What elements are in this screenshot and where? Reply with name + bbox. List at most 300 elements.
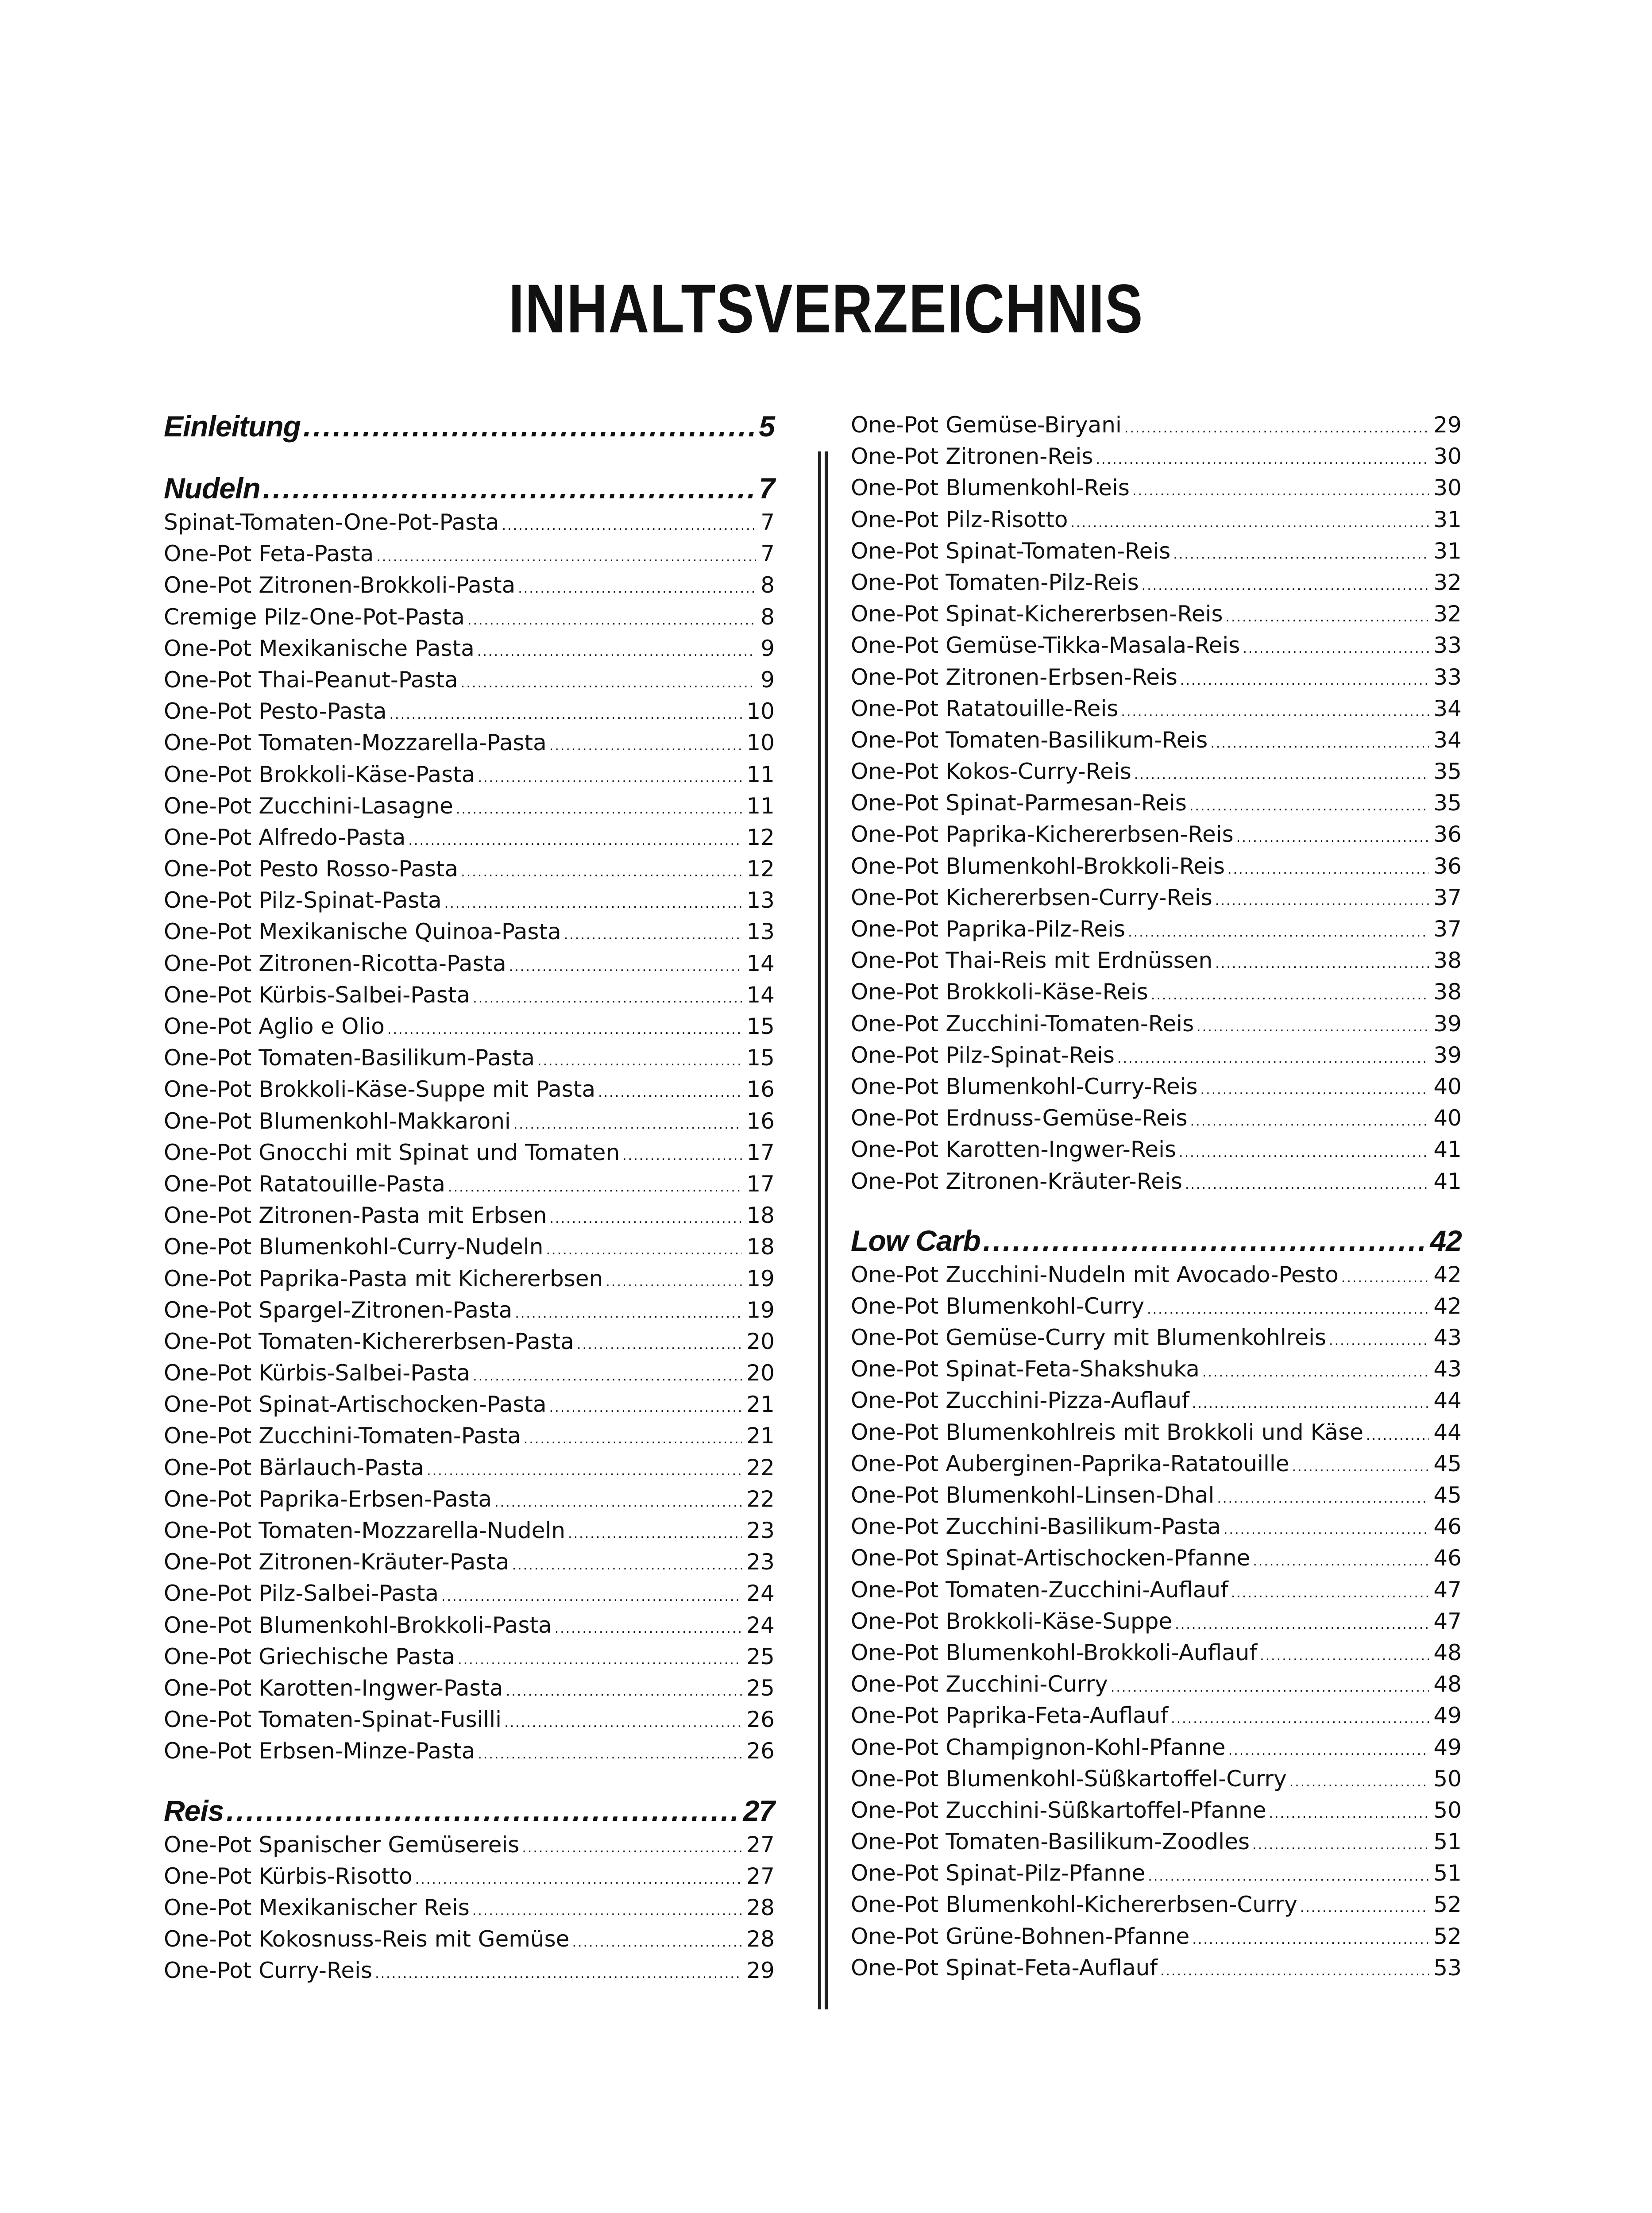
- toc-entry-title: One-Pot Paprika-Pasta mit Kichererbsen: [164, 1265, 603, 1292]
- toc-entry-page: 25: [746, 1643, 775, 1669]
- toc-entry[interactable]: [851, 1353, 1462, 1385]
- toc-entry[interactable]: [851, 1134, 1462, 1165]
- toc-entry[interactable]: [164, 538, 775, 570]
- toc-entry-title: One-Pot Mexikanische Pasta: [164, 635, 475, 661]
- toc-entry-title: Spinat-Tomaten-One-Pot-Pasta: [164, 509, 499, 535]
- toc-entry-title: One-Pot Tomaten-Pilz-Reis: [851, 569, 1139, 595]
- toc-entry-page: 49: [1433, 1703, 1462, 1729]
- toc-entry-title: One-Pot Mexikanische Quinoa-Pasta: [164, 919, 561, 945]
- toc-entry[interactable]: [164, 1861, 775, 1892]
- toc-entry-title: One-Pot Blumenkohl-Brokkoli-Reis: [851, 853, 1225, 879]
- dot-leader: [524, 1423, 742, 1455]
- dot-leader: [448, 1172, 742, 1203]
- toc-entry-page: 22: [746, 1454, 775, 1480]
- toc-entry[interactable]: [164, 570, 775, 601]
- dot-leader: [1190, 1106, 1429, 1137]
- dot-leader: [375, 1958, 742, 1989]
- dot-leader: [512, 1550, 742, 1581]
- toc-entry[interactable]: [164, 1042, 775, 1074]
- toc-entry-page: 19: [746, 1297, 775, 1323]
- dot-leader: [494, 1487, 742, 1518]
- toc-entry-title: One-Pot Blumenkohl-Makkaroni: [164, 1108, 511, 1134]
- toc-entry-page: 44: [1433, 1388, 1462, 1414]
- toc-entry[interactable]: [164, 1168, 775, 1200]
- toc-entry-title: One-Pot Erdnuss-Gemüse-Reis: [851, 1105, 1188, 1131]
- dot-leader: [515, 1298, 742, 1329]
- dot-leader: [461, 856, 742, 888]
- dot-leader: [1243, 633, 1429, 664]
- toc-entry-title: One-Pot Gemüse-Curry mit Blumenkohlreis: [851, 1325, 1327, 1351]
- section-heading-einleitung[interactable]: [164, 409, 775, 445]
- toc-entry[interactable]: [164, 1704, 775, 1735]
- toc-entry-page: 11: [746, 793, 775, 819]
- section-page: 7: [759, 472, 775, 505]
- dot-leader: [549, 730, 742, 762]
- toc-entry[interactable]: [164, 1074, 775, 1105]
- dot-leader: [444, 888, 742, 919]
- toc-entry[interactable]: [851, 1040, 1462, 1071]
- toc-entry-page: 29: [1433, 412, 1462, 438]
- toc-entry-title: One-Pot Ratatouille-Reis: [851, 695, 1119, 721]
- section-heading-nudeln[interactable]: [164, 471, 775, 507]
- toc-entry[interactable]: [851, 1763, 1462, 1795]
- toc-entry[interactable]: [164, 885, 775, 916]
- toc-entry-page: 36: [1433, 821, 1462, 848]
- toc-entry-page: 26: [746, 1707, 775, 1733]
- toc-entry[interactable]: [851, 536, 1462, 567]
- toc-entry-page: 41: [1433, 1168, 1462, 1194]
- toc-entry[interactable]: [164, 1610, 775, 1641]
- dot-leader: [1224, 1514, 1429, 1546]
- dot-leader: [513, 1109, 742, 1140]
- toc-entry-page: 47: [1433, 1608, 1462, 1634]
- toc-entry[interactable]: [851, 1826, 1462, 1858]
- section-page: 27: [743, 1794, 775, 1827]
- dot-leader: [1117, 1043, 1429, 1074]
- toc-entry[interactable]: [851, 1669, 1462, 1700]
- toc-entry-title: One-Pot Blumenkohl-Reis: [851, 475, 1130, 501]
- dot-leader: [1226, 601, 1429, 633]
- toc-entry[interactable]: [164, 1452, 775, 1484]
- toc-entry[interactable]: [164, 853, 775, 885]
- toc-entry-title: One-Pot Blumenkohl-Curry: [851, 1293, 1145, 1319]
- toc-entry-page: 43: [1433, 1356, 1462, 1382]
- section-label: Reis: [164, 1794, 224, 1827]
- toc-entry[interactable]: [164, 1578, 775, 1609]
- dot-leader: [1096, 444, 1429, 475]
- toc-entry-title: One-Pot Blumenkohlreis mit Brokkoli und Käse: [851, 1419, 1363, 1445]
- toc-entry[interactable]: [851, 1889, 1462, 1920]
- toc-entry[interactable]: [164, 1295, 775, 1326]
- toc-entry-title: One-Pot Bärlauch-Pasta: [164, 1454, 425, 1480]
- toc-entry-page: 8: [760, 604, 775, 630]
- toc-entry[interactable]: [851, 1511, 1462, 1542]
- dot-leader: [456, 794, 742, 825]
- toc-entry-title: One-Pot Zitronen-Kräuter-Pasta: [164, 1549, 509, 1575]
- toc-entry-page: 35: [1433, 759, 1462, 785]
- toc-entry-title: One-Pot Tomaten-Spinat-Fusilli: [164, 1707, 502, 1733]
- toc-entry[interactable]: [851, 945, 1462, 976]
- toc-entry-page: 41: [1433, 1137, 1462, 1163]
- toc-entry-page: 26: [746, 1738, 775, 1764]
- dot-leader: [1300, 1892, 1429, 1924]
- toc-entry-title: One-Pot Blumenkohl-Curry-Nudeln: [164, 1234, 544, 1260]
- toc-entry-page: 7: [760, 509, 775, 535]
- dot-leader: [568, 1518, 742, 1550]
- section-label: Nudeln: [164, 472, 260, 505]
- toc-entry-page: 44: [1433, 1419, 1462, 1445]
- toc-entry-page: 45: [1433, 1450, 1462, 1477]
- toc-entry-page: 32: [1433, 569, 1462, 595]
- toc-entry-page: 33: [1433, 664, 1462, 690]
- dot-leader: [1192, 1388, 1429, 1419]
- toc-entry-title: One-Pot Zitronen-Erbsen-Reis: [851, 664, 1177, 690]
- column-divider: [818, 451, 828, 2009]
- toc-entry[interactable]: [851, 1574, 1462, 1606]
- toc-entry-title: One-Pot Spinat-Artischocken-Pfanne: [851, 1545, 1251, 1571]
- dot-leader: [518, 573, 756, 604]
- dot-leader: [376, 541, 756, 573]
- dot-leader: [1128, 917, 1429, 948]
- toc-entry-page: 24: [746, 1612, 775, 1638]
- toc-entry-title: One-Pot Paprika-Erbsen-Pasta: [164, 1486, 492, 1512]
- dot-leader: [1175, 1609, 1429, 1640]
- toc-entry-page: 25: [746, 1675, 775, 1701]
- toc-entry[interactable]: [851, 441, 1462, 472]
- toc-entry[interactable]: [164, 979, 775, 1011]
- toc-entry-page: 14: [746, 950, 775, 976]
- toc-entry-title: One-Pot Tomaten-Basilikum-Pasta: [164, 1045, 535, 1071]
- toc-entry-title: One-Pot Spargel-Zitronen-Pasta: [164, 1297, 513, 1323]
- dot-leader: [461, 667, 756, 699]
- toc-entry[interactable]: [851, 1385, 1462, 1416]
- toc-entry[interactable]: [164, 1200, 775, 1231]
- dot-leader: [1160, 1955, 1429, 1987]
- toc-entry-title: One-Pot Zucchini-Lasagne: [164, 793, 453, 819]
- toc-entry-page: 34: [1433, 727, 1462, 753]
- toc-entry-page: 24: [746, 1581, 775, 1607]
- toc-entry-title: One-Pot Blumenkohl-Curry-Reis: [851, 1073, 1198, 1099]
- dot-leader: [263, 471, 757, 505]
- toc-entry-page: 40: [1433, 1105, 1462, 1131]
- toc-entry-page: 13: [746, 919, 775, 945]
- dot-leader: [477, 636, 756, 667]
- toc-entry-page: 7: [760, 541, 775, 567]
- toc-entry-page: 49: [1433, 1734, 1462, 1760]
- toc-entry[interactable]: [164, 1673, 775, 1704]
- toc-entry[interactable]: [851, 472, 1462, 504]
- toc-entry-page: 20: [746, 1328, 775, 1354]
- toc-entry[interactable]: [851, 1259, 1462, 1291]
- toc-entry-title: One-Pot Karotten-Ingwer-Pasta: [164, 1675, 503, 1701]
- toc-entry-page: 37: [1433, 884, 1462, 910]
- toc-entry[interactable]: [851, 693, 1462, 725]
- toc-entry-title: One-Pot Kokosnuss-Reis mit Gemüse: [164, 1926, 570, 1952]
- toc-entry[interactable]: [164, 790, 775, 822]
- toc-entry-title: One-Pot Zitronen-Reis: [851, 443, 1093, 470]
- toc-entry[interactable]: [164, 633, 775, 664]
- toc-entry-page: 17: [746, 1171, 775, 1197]
- toc-entry[interactable]: [164, 1484, 775, 1515]
- dot-leader: [1134, 759, 1429, 790]
- toc-entry-page: 48: [1433, 1671, 1462, 1697]
- toc-entry[interactable]: [851, 725, 1462, 756]
- toc-entry-title: One-Pot Spinat-Parmesan-Reis: [851, 790, 1187, 816]
- dot-leader: [1253, 1546, 1429, 1577]
- toc-entry[interactable]: [164, 1735, 775, 1767]
- toc-entry-page: 15: [746, 1014, 775, 1039]
- toc-entry-page: 45: [1433, 1482, 1462, 1508]
- toc-entry[interactable]: [164, 1106, 775, 1137]
- toc-entry-title: One-Pot Tomaten-Basilikum-Reis: [851, 727, 1208, 753]
- toc-entry-page: 40: [1433, 1073, 1462, 1099]
- dot-leader: [458, 1644, 742, 1676]
- toc-entry-title: One-Pot Gnocchi mit Spinat und Tomaten: [164, 1139, 620, 1165]
- toc-entry-page: 31: [1433, 506, 1462, 532]
- toc-entry-page: 47: [1433, 1577, 1462, 1603]
- toc-entry[interactable]: [851, 1858, 1462, 1889]
- toc-entry[interactable]: [851, 914, 1462, 945]
- dot-leader: [546, 1234, 742, 1266]
- toc-entry[interactable]: [851, 630, 1462, 661]
- toc-left-column: [164, 409, 775, 1986]
- dot-leader: [303, 409, 756, 443]
- dot-leader: [1227, 854, 1429, 885]
- section-heading-low-carb[interactable]: [851, 1224, 1462, 1259]
- nudeln-entry-list: [164, 507, 775, 1767]
- section-page: 5: [759, 410, 775, 443]
- toc-entry-title: One-Pot Auberginen-Paprika-Ratatouille: [851, 1450, 1289, 1477]
- toc-entry-title: One-Pot Thai-Reis mit Erdnüssen: [851, 948, 1213, 974]
- toc-entry-title: One-Pot Pilz-Salbei-Pasta: [164, 1581, 439, 1607]
- dot-leader: [522, 1832, 742, 1864]
- toc-entry-title: One-Pot Pilz-Spinat-Pasta: [164, 887, 442, 914]
- dot-leader: [387, 1014, 742, 1045]
- toc-entry-page: 46: [1433, 1514, 1462, 1540]
- toc-entry-page: 27: [746, 1831, 775, 1858]
- dot-leader: [1142, 570, 1429, 601]
- dot-leader: [506, 1676, 742, 1707]
- page-title: INHALTSVERZEICHNIS: [508, 270, 1144, 347]
- toc-entry-page: 10: [746, 698, 775, 725]
- toc-entry-page: 43: [1433, 1325, 1462, 1351]
- toc-entry-title: One-Pot Pesto-Pasta: [164, 698, 387, 725]
- toc-entry-title: One-Pot Griechische Pasta: [164, 1643, 455, 1669]
- toc-entry-title: One-Pot Paprika-Feta-Auflauf: [851, 1703, 1169, 1729]
- toc-entry-title: One-Pot Zucchini-Curry: [851, 1671, 1108, 1697]
- toc-entry[interactable]: [164, 822, 775, 853]
- dot-leader: [1236, 822, 1429, 853]
- dot-leader: [1231, 1577, 1429, 1609]
- toc-entry-title: One-Pot Zitronen-Brokkoli-Pasta: [164, 572, 516, 598]
- toc-entry[interactable]: [851, 976, 1462, 1008]
- toc-entry[interactable]: [851, 851, 1462, 882]
- toc-entry-title: One-Pot Tomaten-Mozzarella-Pasta: [164, 730, 547, 756]
- toc-entry-page: 12: [746, 856, 775, 882]
- toc-entry[interactable]: [851, 1637, 1462, 1669]
- toc-entry-title: One-Pot Blumenkohl-Brokkoli-Auflauf: [851, 1639, 1258, 1666]
- toc-entry-page: 31: [1433, 538, 1462, 564]
- toc-entry[interactable]: [164, 1231, 775, 1263]
- toc-entry-page: 39: [1433, 1042, 1462, 1068]
- dot-leader: [555, 1613, 742, 1644]
- dot-leader: [1147, 1294, 1429, 1325]
- toc-entry-page: 27: [746, 1863, 775, 1889]
- toc-entry-title: One-Pot Zucchini-Pizza-Auflauf: [851, 1388, 1189, 1414]
- toc-entry-page: 52: [1433, 1923, 1462, 1949]
- toc-entry[interactable]: [851, 819, 1462, 850]
- toc-entry[interactable]: [851, 409, 1462, 441]
- toc-entry-title: One-Pot Grüne-Bohnen-Pfanne: [851, 1923, 1190, 1949]
- toc-entry[interactable]: [851, 1921, 1462, 1952]
- toc-entry[interactable]: [164, 727, 775, 759]
- toc-entry[interactable]: [164, 1829, 775, 1861]
- dot-leader: [1180, 665, 1429, 696]
- toc-entry[interactable]: [851, 504, 1462, 536]
- toc-entry-title: One-Pot Spinat-Feta-Shakshuka: [851, 1356, 1200, 1382]
- toc-entry-page: 12: [746, 824, 775, 850]
- toc-entry-title: One-Pot Champignon-Kohl-Pfanne: [851, 1734, 1226, 1760]
- dot-leader: [1228, 1735, 1429, 1766]
- toc-entry-title: One-Pot Blumenkohl-Brokkoli-Pasta: [164, 1612, 552, 1638]
- toc-entry[interactable]: [851, 1322, 1462, 1353]
- toc-entry[interactable]: [851, 1606, 1462, 1637]
- toc-entry[interactable]: [851, 1952, 1462, 1984]
- toc-entry[interactable]: [164, 1420, 775, 1452]
- toc-entry[interactable]: [164, 1955, 775, 1986]
- toc-entry-page: 10: [746, 730, 775, 756]
- dot-leader: [537, 1045, 742, 1077]
- toc-entry-page: 35: [1433, 790, 1462, 816]
- toc-entry-page: 51: [1433, 1860, 1462, 1886]
- toc-entry[interactable]: [851, 1103, 1462, 1134]
- toc-entry[interactable]: [164, 696, 775, 727]
- dot-leader: [572, 1927, 742, 1958]
- dot-leader: [441, 1581, 742, 1612]
- toc-entry-page: 42: [1433, 1261, 1462, 1288]
- toc-entry[interactable]: [851, 1480, 1462, 1511]
- toc-entry[interactable]: [851, 1417, 1462, 1448]
- dot-leader: [549, 1392, 742, 1423]
- toc-entry[interactable]: [851, 1448, 1462, 1480]
- toc-entry[interactable]: [851, 598, 1462, 630]
- toc-entry[interactable]: [164, 1357, 775, 1389]
- dot-leader: [1215, 948, 1429, 979]
- toc-entry[interactable]: [164, 1137, 775, 1168]
- toc-entry-title: One-Pot Erbsen-Minze-Pasta: [164, 1738, 475, 1764]
- dot-leader: [1292, 1451, 1429, 1483]
- toc-entry[interactable]: [851, 1732, 1462, 1763]
- dot-leader: [467, 605, 756, 636]
- toc-entry[interactable]: [164, 916, 775, 948]
- toc-entry[interactable]: [164, 1924, 775, 1955]
- toc-entry[interactable]: [164, 507, 775, 538]
- toc-entry[interactable]: [164, 1011, 775, 1042]
- toc-entry-title: One-Pot Aglio e Olio: [164, 1014, 385, 1039]
- toc-entry[interactable]: [851, 1795, 1462, 1826]
- toc-entry[interactable]: [164, 1546, 775, 1578]
- dot-leader: [408, 825, 742, 856]
- dot-leader: [577, 1329, 742, 1361]
- toc-entry[interactable]: [851, 882, 1462, 914]
- toc-entry-title: One-Pot Blumenkohl-Linsen-Dhal: [851, 1482, 1215, 1508]
- toc-entry-title: One-Pot Tomaten-Mozzarella-Nudeln: [164, 1518, 566, 1543]
- toc-entry[interactable]: [164, 1263, 775, 1295]
- dot-leader: [1252, 1829, 1429, 1861]
- toc-entry[interactable]: [164, 759, 775, 790]
- dot-leader: [415, 1864, 742, 1895]
- toc-entry-page: 51: [1433, 1829, 1462, 1855]
- toc-entry[interactable]: [851, 1008, 1462, 1040]
- toc-entry[interactable]: [164, 1326, 775, 1357]
- reis-entry-list-right: [851, 409, 1462, 1197]
- toc-entry-title: One-Pot Zucchini-Tomaten-Reis: [851, 1010, 1194, 1037]
- dot-leader: [1071, 507, 1429, 539]
- toc-entry-page: 30: [1433, 475, 1462, 501]
- toc-entry[interactable]: [164, 1892, 775, 1924]
- dot-leader: [1215, 885, 1429, 917]
- toc-entry-page: 48: [1433, 1639, 1462, 1666]
- toc-entry[interactable]: [164, 1641, 775, 1673]
- toc-entry[interactable]: [851, 662, 1462, 693]
- toc-entry-title: One-Pot Tomaten-Zucchini-Auflauf: [851, 1577, 1228, 1603]
- toc-entry-title: One-Pot Spinat-Artischocken-Pasta: [164, 1392, 547, 1418]
- toc-entry-page: 8: [760, 572, 775, 598]
- toc-entry-title: One-Pot Paprika-Pilz-Reis: [851, 916, 1126, 942]
- dot-leader: [1210, 728, 1429, 759]
- toc-entry-page: 36: [1433, 853, 1462, 879]
- toc-entry-title: One-Pot Pesto Rosso-Pasta: [164, 856, 459, 882]
- toc-entry-title: One-Pot Zitronen-Pasta mit Erbsen: [164, 1203, 547, 1229]
- toc-entry[interactable]: [851, 1700, 1462, 1731]
- toc-entry[interactable]: [851, 756, 1462, 787]
- toc-entry[interactable]: [851, 1071, 1462, 1103]
- toc-entry-page: 23: [746, 1549, 775, 1575]
- dot-leader: [473, 1361, 742, 1392]
- toc-entry-title: One-Pot Brokkoli-Käse-Reis: [851, 979, 1148, 1005]
- toc-entry-page: 46: [1433, 1545, 1462, 1571]
- toc-entry-title: One-Pot Ratatouille-Pasta: [164, 1171, 446, 1197]
- toc-entry-page: 20: [746, 1360, 775, 1386]
- dot-leader: [1151, 979, 1429, 1011]
- toc-entry[interactable]: [164, 601, 775, 633]
- dot-leader: [1202, 1357, 1429, 1388]
- dot-leader: [1148, 1861, 1429, 1892]
- toc-entry[interactable]: [164, 664, 775, 696]
- section-heading-reis[interactable]: [164, 1794, 775, 1829]
- toc-entry-title: One-Pot Pilz-Spinat-Reis: [851, 1042, 1115, 1068]
- toc-entry-title: One-Pot Zucchini-Tomaten-Pasta: [164, 1423, 521, 1449]
- dot-leader: [1260, 1640, 1429, 1672]
- dot-leader: [1173, 539, 1429, 570]
- toc-entry[interactable]: [164, 948, 775, 979]
- toc-entry-title: One-Pot Tomaten-Kichererbsen-Pasta: [164, 1328, 574, 1354]
- toc-entry[interactable]: [164, 1389, 775, 1420]
- toc-entry[interactable]: [851, 1542, 1462, 1574]
- toc-entry[interactable]: [164, 1515, 775, 1546]
- toc-entry[interactable]: [851, 567, 1462, 598]
- toc-entry-title: One-Pot Zucchini-Basilikum-Pasta: [851, 1514, 1221, 1540]
- dot-leader: [427, 1455, 742, 1487]
- dot-leader: [1179, 1137, 1429, 1168]
- toc-entry-title: One-Pot Karotten-Ingwer-Reis: [851, 1137, 1177, 1163]
- toc-entry-page: 29: [746, 1958, 775, 1984]
- toc-entry[interactable]: [851, 787, 1462, 819]
- toc-entry[interactable]: [851, 1291, 1462, 1322]
- toc-entry-page: 18: [746, 1234, 775, 1260]
- toc-entry-page: 32: [1433, 601, 1462, 627]
- toc-entry[interactable]: [851, 1166, 1462, 1197]
